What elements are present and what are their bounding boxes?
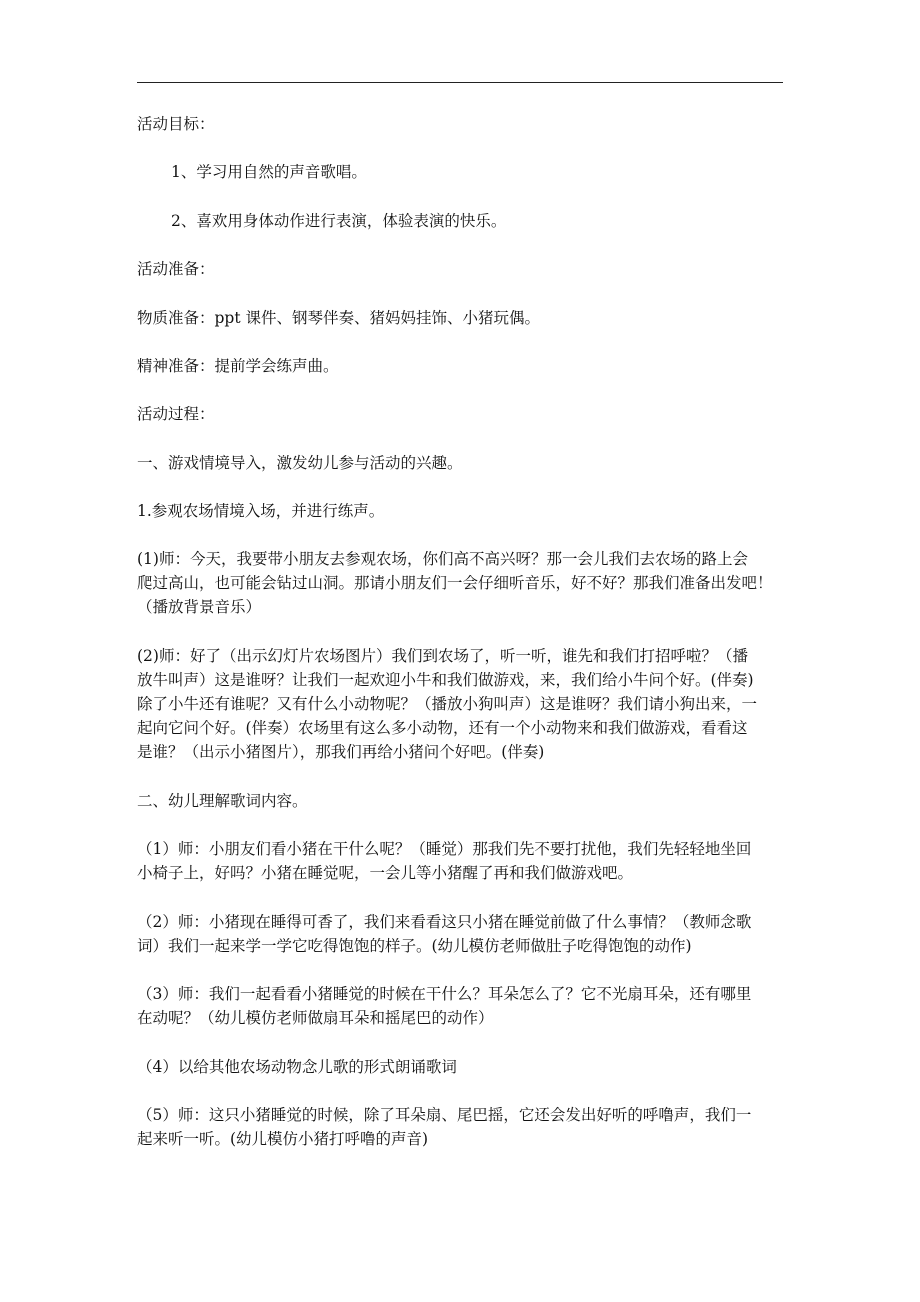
item-2-line: 词）我们一起来学一学它吃得饱饱的样子。(幼儿模仿老师做肚子吃得饱饱的动作) bbox=[137, 937, 692, 955]
goal-2: 2、喜欢用身体动作进行表演，体验表演的快乐。 bbox=[171, 212, 507, 230]
process-heading: 活动过程： bbox=[137, 405, 215, 423]
item-1-line: 小椅子上，好吗？小猪在睡觉呢，一会儿等小猪醒了再和我们做游戏吧。 bbox=[137, 864, 634, 882]
para-1-line: (1)师：今天，我要带小朋友去参观农场，你们高不高兴呀？那一会儿我们去农场的路上会 bbox=[137, 550, 748, 568]
item-2-line: （2）师：小猪现在睡得可香了，我们来看看这只小猪在睡觉前做了什么事情？（教师念歌 bbox=[137, 913, 752, 931]
prep-heading: 活动准备： bbox=[137, 260, 215, 278]
item-3-line: （3）师：我们一起看看小猪睡觉的时候在干什么？耳朵怎么了？它不光扇耳朵，还有哪里 bbox=[137, 985, 752, 1003]
item-3-line: 在动呢？（幼儿模仿老师做扇耳朵和摇尾巴的动作） bbox=[137, 1009, 494, 1027]
goal-1: 1、学习用自然的声音歌唱。 bbox=[171, 163, 367, 181]
prep-mental: 精神准备：提前学会练声曲。 bbox=[137, 357, 339, 375]
para-2-line: 放牛叫声）这是谁呀？让我们一起欢迎小牛和我们做游戏，来，我们给小牛问个好。(伴奏) bbox=[137, 671, 754, 689]
para-1-line: （播放背景音乐） bbox=[137, 598, 262, 616]
para-1-line: 爬过高山，也可能会钻过山洞。那请小朋友们一会仔细听音乐，好不好？那我们准备出发吧！ bbox=[137, 574, 773, 592]
para-2-line: 是谁？（出示小猪图片），那我们再给小猪问个好吧。(伴奏) bbox=[137, 743, 545, 761]
section-2-title: 二、幼儿理解歌词内容。 bbox=[137, 792, 308, 810]
para-2-line: (2)师：好了（出示幻灯片农场图片）我们到农场了，听一听，谁先和我们打招呼啦？（播 bbox=[137, 647, 748, 665]
para-2-line: 除了小牛还有谁呢？又有什么小动物呢？（播放小狗叫声）这是谁呀？我们请小狗出来，一 bbox=[137, 695, 758, 713]
step-1-title: 1.参观农场情境入场，并进行练声。 bbox=[137, 502, 385, 520]
header-rule bbox=[137, 82, 783, 83]
item-1-line: （1）师：小朋友们看小猪在干什么呢？（睡觉）那我们先不要打扰他，我们先轻轻地坐回 bbox=[137, 840, 752, 858]
section-1-title: 一、游戏情境导入，激发幼儿参与活动的兴趣。 bbox=[137, 454, 463, 472]
goals-heading: 活动目标： bbox=[137, 115, 215, 133]
item-4: （4）以给其他农场动物念儿歌的形式朗诵歌词 bbox=[137, 1058, 457, 1076]
item-5-line: （5）师：这只小猪睡觉的时候，除了耳朵扇、尾巴摇，它还会发出好听的呼噜声，我们一 bbox=[137, 1106, 752, 1124]
prep-material: 物质准备：ppt 课件、钢琴伴奏、猪妈妈挂饰、小猪玩偶。 bbox=[137, 309, 541, 327]
para-2-line: 起向它问个好。(伴奏）农场里有这么多小动物，还有一个小动物来和我们做游戏，看看这 bbox=[137, 719, 748, 737]
item-5-line: 起来听一听。(幼儿模仿小猪打呼噜的声音) bbox=[137, 1130, 429, 1148]
